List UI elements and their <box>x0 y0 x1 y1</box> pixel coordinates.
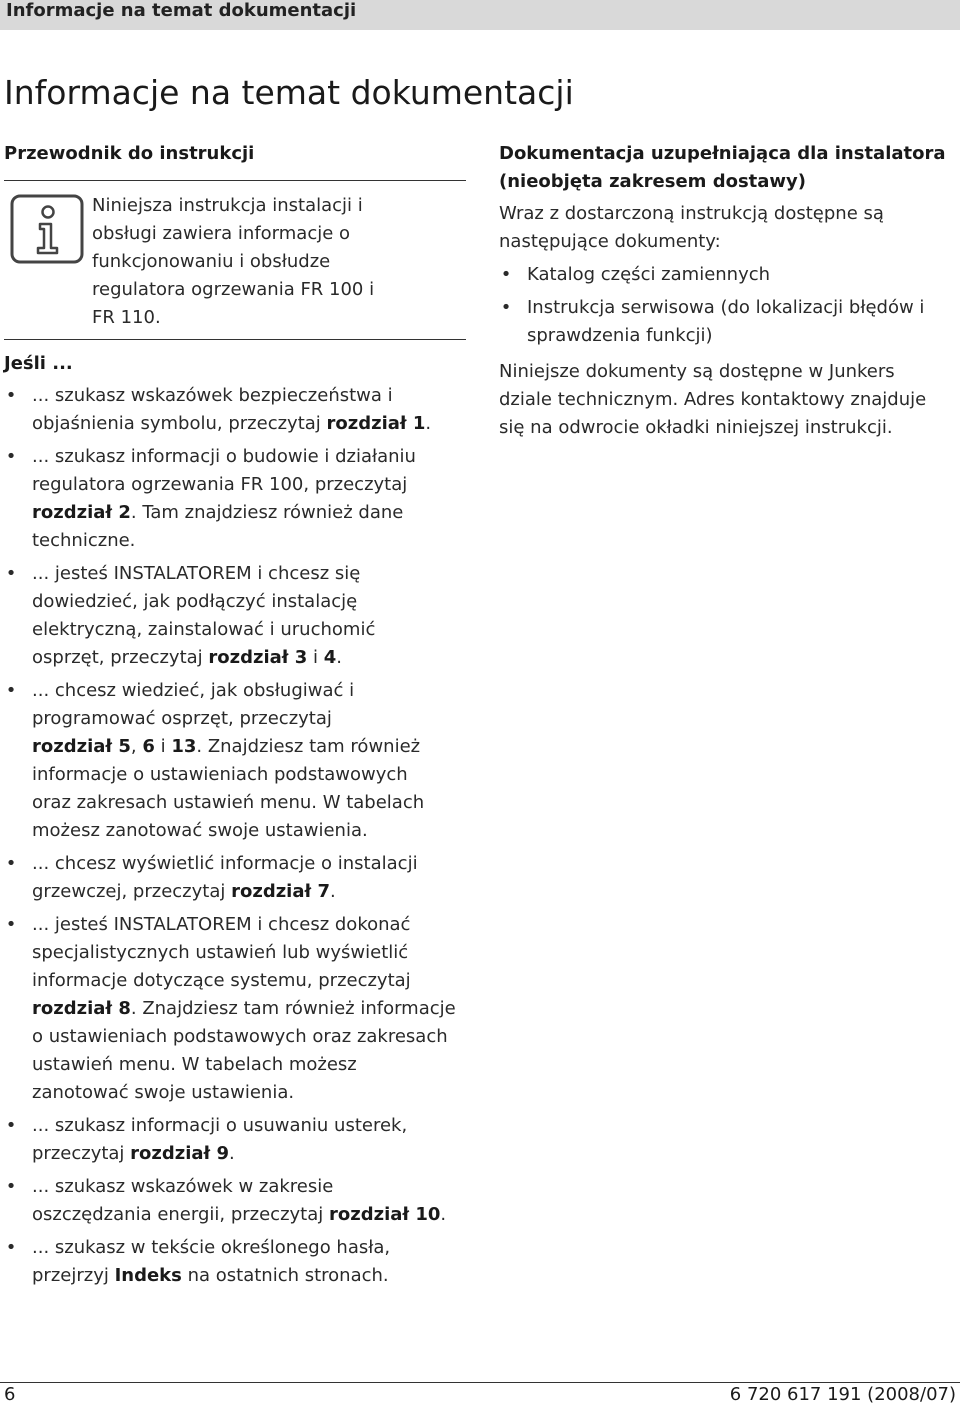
text-line <box>32 911 466 939</box>
text-run: informacje o ustawieniach podstawowych <box>32 764 408 785</box>
availability-paragraph <box>499 358 954 442</box>
text-line <box>32 878 466 906</box>
chapter-reference: Indeks <box>114 1265 182 1286</box>
text-line <box>32 1051 466 1079</box>
list-item <box>4 382 466 438</box>
text-line: Dokumentacja uzupełniająca dla instalatora <box>499 143 946 164</box>
chapter-reference: rozdział 10 <box>329 1204 441 1225</box>
list-item <box>499 294 954 350</box>
text-run: ... szukasz informacji o budowie i działaniu <box>32 446 416 467</box>
text-line <box>32 1140 466 1168</box>
text-run: ... szukasz informacji o usuwaniu usterek, <box>32 1115 408 1136</box>
text-line: obsługi zawiera informacje o <box>92 223 351 244</box>
text-run: . Znajdziesz tam również <box>196 736 421 757</box>
text-line <box>32 1112 466 1140</box>
text-run: , <box>130 736 143 757</box>
text-run: ustawień menu. W tabelach możesz <box>32 1054 357 1075</box>
text-line <box>32 499 466 527</box>
text-run: osprzęt, przeczytaj <box>32 647 209 668</box>
text-line <box>32 1201 466 1229</box>
text-run: ... chcesz wiedzieć, jak obsługiwać i <box>32 680 355 701</box>
text-run: przeczytaj <box>32 1143 131 1164</box>
text-run: dowiedzieć, jak podłączyć instalację <box>32 591 358 612</box>
text-line: następujące dokumenty: <box>499 231 721 252</box>
bullet-icon: • <box>5 563 17 584</box>
chapter-reference: rozdział 3 <box>208 647 308 668</box>
text-line <box>527 261 954 289</box>
text-run: ... jesteś INSTALATOREM i chcesz się <box>32 563 361 584</box>
text-run: ... szukasz wskazówek w zakresie <box>32 1176 334 1197</box>
text-line <box>32 939 466 967</box>
list-item <box>4 850 466 906</box>
text-line <box>32 644 466 672</box>
bullet-icon: • <box>5 680 17 701</box>
info-icon <box>10 194 84 264</box>
text-line <box>32 1173 466 1201</box>
text-line <box>32 761 466 789</box>
text-line: Niniejsza instrukcja instalacji i <box>92 195 363 216</box>
text-line <box>32 995 466 1023</box>
text-line <box>32 1079 466 1107</box>
text-run: oszczędzania energii, przeczytaj <box>32 1204 329 1225</box>
text-line <box>32 616 466 644</box>
notice-box <box>4 181 466 339</box>
chapter-reference: rozdział 2 <box>32 502 131 523</box>
text-run: . <box>329 881 336 902</box>
text-run: na ostatnich stronach. <box>181 1265 389 1286</box>
text-line <box>32 1023 466 1051</box>
text-line: Wraz z dostarczoną instrukcją dostępne są <box>499 203 884 224</box>
text-run: ... szukasz wskazówek bezpieczeństwa i <box>32 385 393 406</box>
documents-list <box>499 261 954 350</box>
bullet-icon: • <box>5 1115 17 1136</box>
intro-paragraph <box>499 200 954 256</box>
text-run: oraz zakresach ustawień menu. W tabelach <box>32 792 425 813</box>
bullet-icon: • <box>5 853 17 874</box>
page-title: Informacje na temat dokumentacji <box>4 73 574 112</box>
text-line: funkcjonowaniu i obsłudze <box>92 251 331 272</box>
text-line <box>32 471 466 499</box>
text-line <box>32 527 466 555</box>
text-run: techniczne. <box>32 530 136 551</box>
list-item <box>4 1234 466 1290</box>
document-code: 6 720 617 191 (2008/07) <box>729 1384 956 1405</box>
list-item <box>4 911 466 1107</box>
text-run: objaśnienia symbolu, przeczytaj <box>32 413 327 434</box>
text-line <box>527 294 954 322</box>
running-head: Informacje na temat dokumentacji <box>6 0 357 21</box>
text-run: zanotować swoje ustawienia. <box>32 1082 295 1103</box>
list-item <box>4 677 466 845</box>
text-run: ... chcesz wyświetlić informacje o instalacji <box>32 853 418 874</box>
text-run: . Znajdziesz tam również informacje <box>130 998 456 1019</box>
text-line <box>32 1234 466 1262</box>
text-line <box>32 382 466 410</box>
text-run: ... jesteś INSTALATOREM i chcesz dokonać <box>32 914 411 935</box>
list-item <box>4 1173 466 1229</box>
text-run: programować osprzęt, przeczytaj <box>32 708 332 729</box>
text-run: i <box>307 647 324 668</box>
text-line <box>32 588 466 616</box>
bullet-icon: • <box>500 297 512 318</box>
text-run: . Tam znajdziesz również dane <box>130 502 404 523</box>
page-number: 6 <box>4 1384 16 1405</box>
text-line <box>32 817 466 845</box>
text-line: FR 110. <box>92 307 161 328</box>
text-run: specjalistycznych ustawień lub wyświetlić <box>32 942 409 963</box>
bullet-icon: • <box>5 385 17 406</box>
text-run: sprawdzenia funkcji) <box>527 325 713 346</box>
text-run: regulatora ogrzewania FR 100, przeczytaj <box>32 474 408 495</box>
section-heading-supplementary <box>499 140 954 196</box>
chapter-reference: rozdział 5 <box>32 736 131 757</box>
text-line <box>32 967 466 995</box>
text-run: . <box>425 413 432 434</box>
text-line: Niniejsze dokumenty są dostępne w Junkers <box>499 361 895 382</box>
text-line <box>32 677 466 705</box>
notice-text <box>92 192 392 332</box>
text-run: informacje dotyczące systemu, przeczytaj <box>32 970 411 991</box>
list-item <box>4 560 466 672</box>
guide-list <box>4 382 466 1290</box>
text-line <box>32 1262 466 1290</box>
if-label: Jeśli ... <box>4 353 73 374</box>
text-line <box>32 850 466 878</box>
text-run: Katalog części zamiennych <box>527 264 771 285</box>
section-heading-guide: Przewodnik do instrukcji <box>4 143 255 164</box>
bullet-icon: • <box>500 264 512 285</box>
text-run: grzewczej, przeczytaj <box>32 881 232 902</box>
chapter-reference: 13 <box>171 736 197 757</box>
text-run: . <box>440 1204 447 1225</box>
text-run: elektryczną, zainstalować i uruchomić <box>32 619 376 640</box>
text-run: o ustawieniach podstawowych oraz zakresach <box>32 1026 448 1047</box>
text-run: Instrukcja serwisowa (do lokalizacji błędów i <box>527 297 925 318</box>
text-line: (nieobjęta zakresem dostawy) <box>499 171 806 192</box>
text-line <box>32 560 466 588</box>
chapter-reference: rozdział 9 <box>130 1143 230 1164</box>
text-line: się na odwrocie okładki niniejszej instrukcji. <box>499 417 893 438</box>
list-item <box>4 443 466 555</box>
text-line <box>32 733 466 761</box>
text-run: możesz zanotować swoje ustawienia. <box>32 820 368 841</box>
chapter-reference: rozdział 7 <box>231 881 330 902</box>
chapter-reference: rozdział 8 <box>32 998 131 1019</box>
bullet-icon: • <box>5 1176 17 1197</box>
list-item <box>499 261 954 289</box>
bullet-icon: • <box>5 446 17 467</box>
text-line <box>32 443 466 471</box>
text-run: . <box>229 1143 235 1164</box>
chapter-reference: 6 <box>142 736 155 757</box>
text-line <box>32 705 466 733</box>
text-line <box>527 322 954 350</box>
left-column <box>4 140 466 1295</box>
text-line <box>32 410 466 438</box>
bullet-icon: • <box>5 1237 17 1258</box>
text-line: dziale technicznym. Adres kontaktowy znajduje <box>499 389 927 410</box>
text-run: ... szukasz w tekście określonego hasła, <box>32 1237 391 1258</box>
list-item <box>4 1112 466 1168</box>
text-line: regulatora ogrzewania FR 100 i <box>92 279 375 300</box>
bottom-rule <box>4 339 466 340</box>
chapter-reference: 4 <box>323 647 337 668</box>
chapter-reference: rozdział 1 <box>326 413 426 434</box>
text-line <box>32 789 466 817</box>
text-run: . <box>336 647 342 668</box>
right-column <box>499 140 954 442</box>
bullet-icon: • <box>5 914 17 935</box>
running-head-bar <box>0 0 960 30</box>
text-run: przejrzyj <box>32 1265 115 1286</box>
text-run: i <box>154 736 172 757</box>
